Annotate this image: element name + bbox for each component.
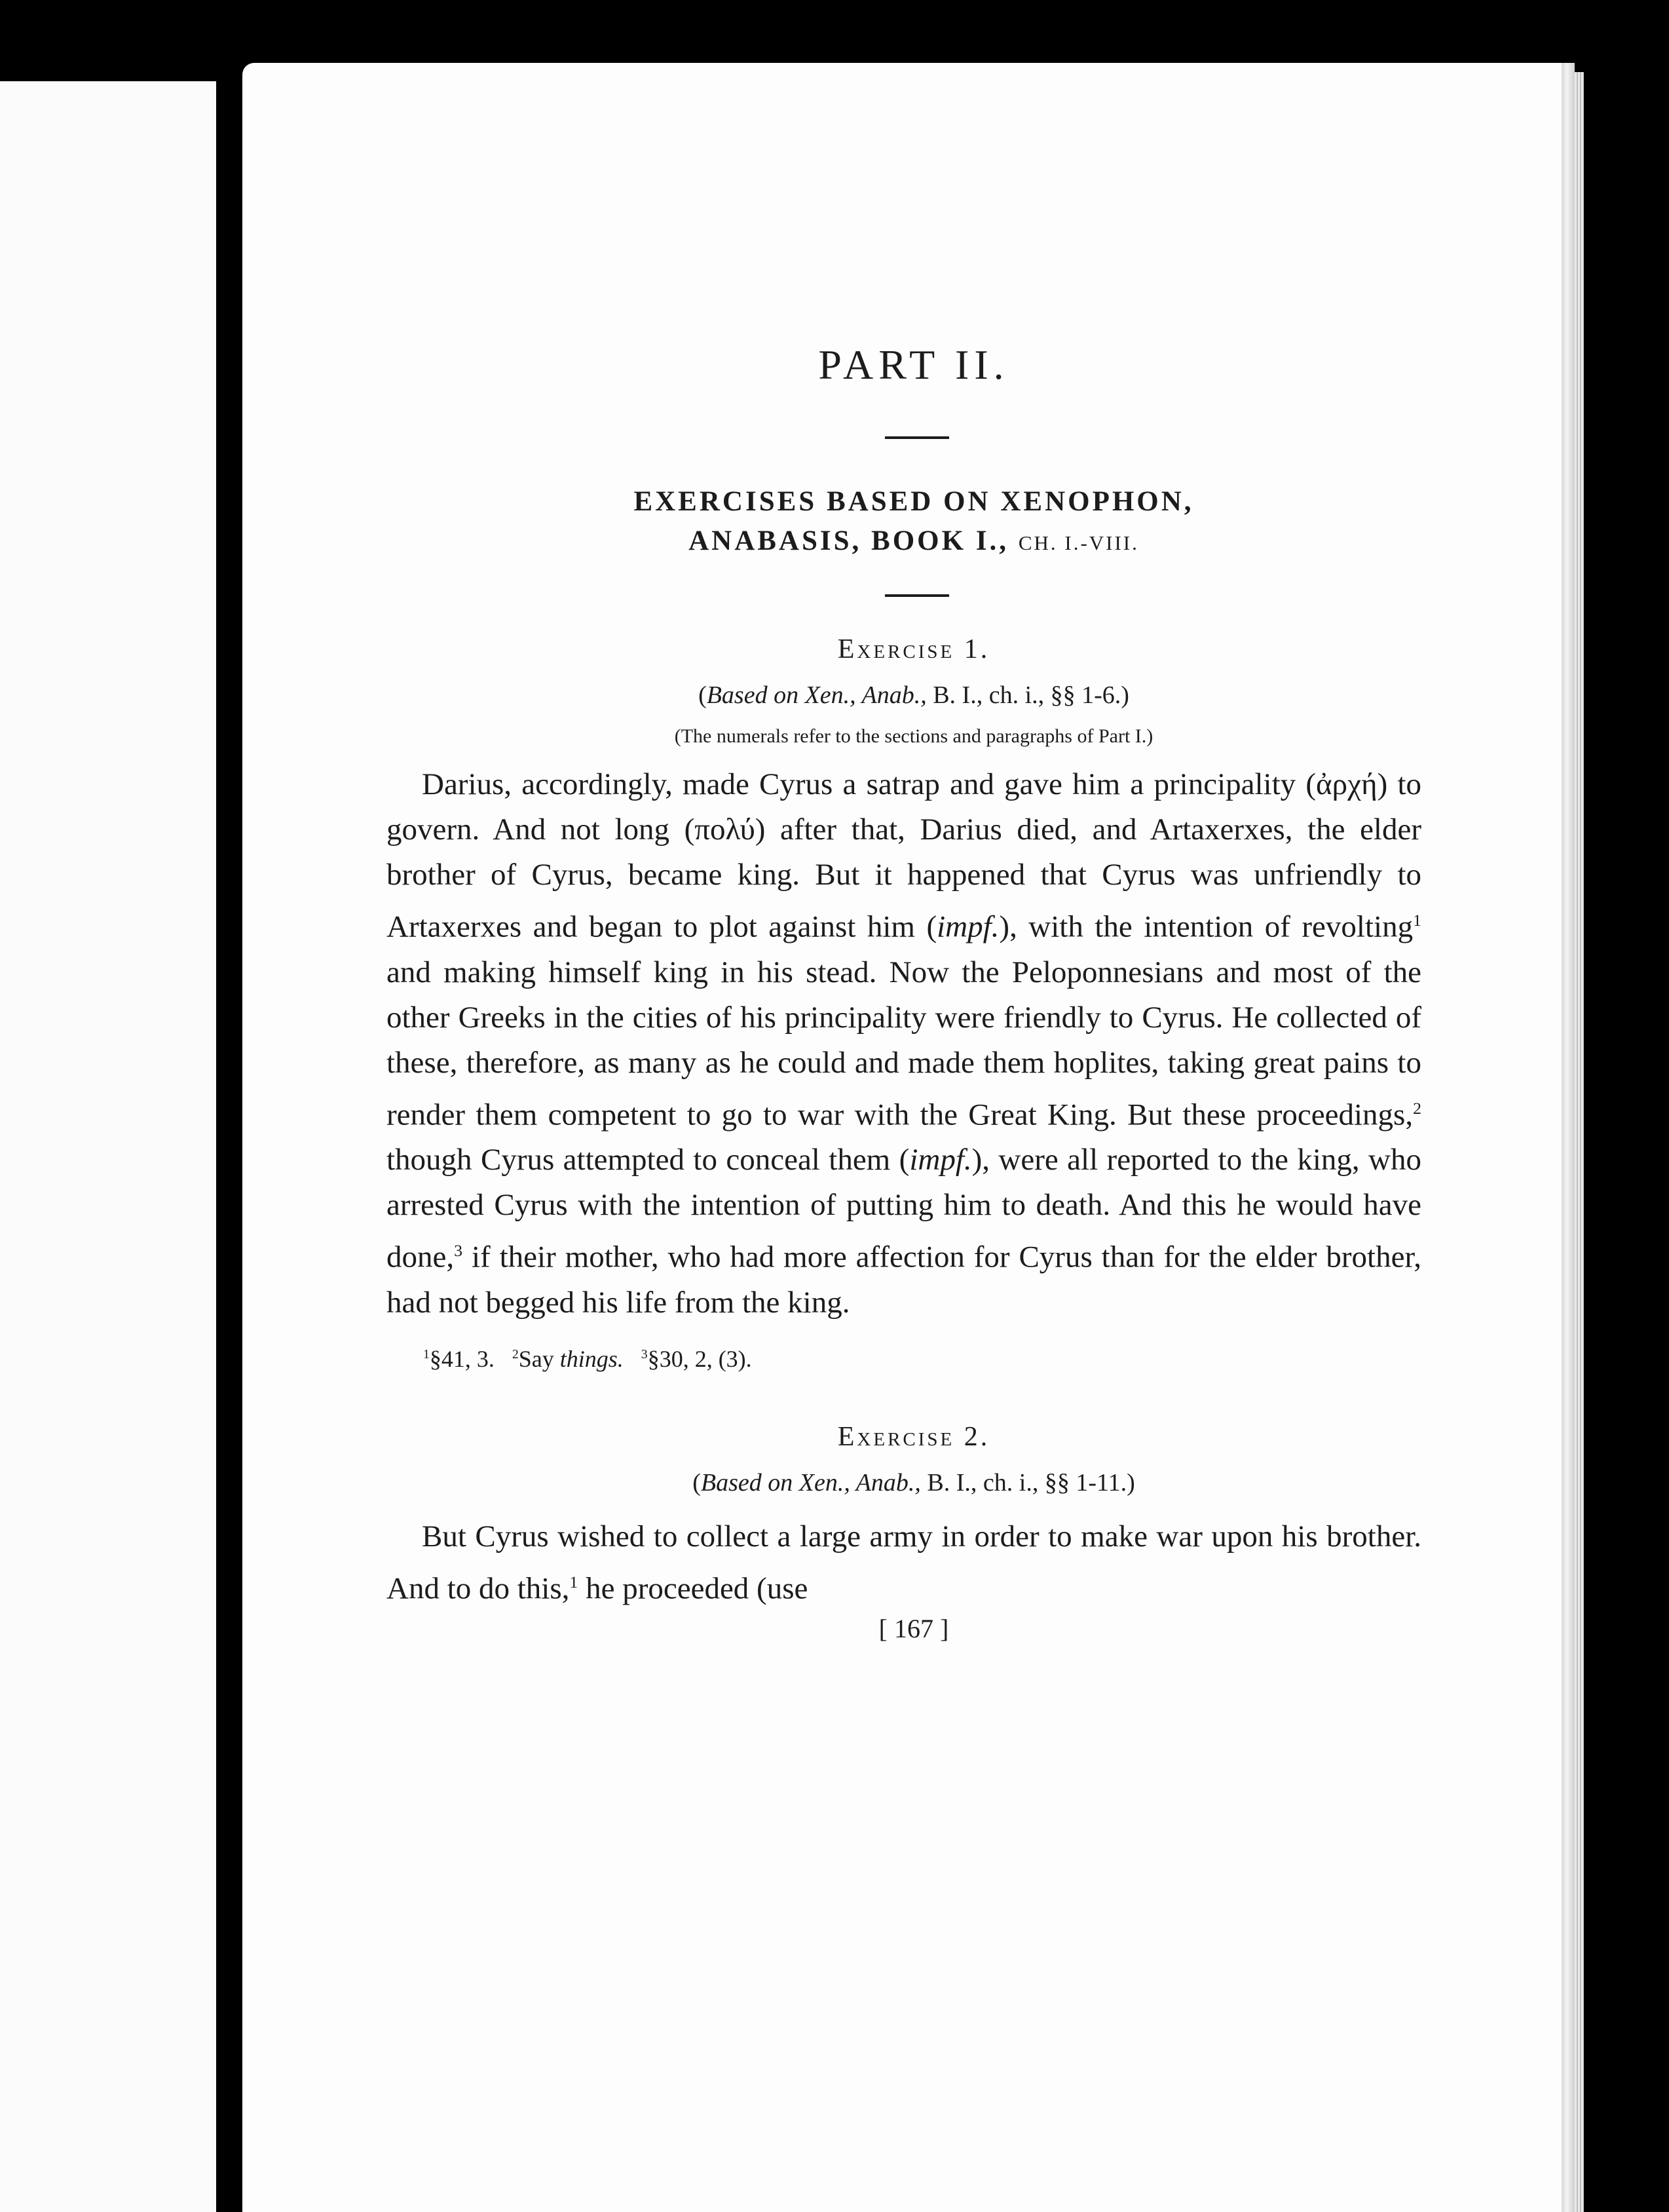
- footnote-1: §41, 3.: [429, 1345, 495, 1372]
- exercise-2-heading: Exercise 2.: [837, 1421, 990, 1452]
- exercise-1-text: [386, 762, 1421, 1325]
- footnote-ref-1: 1: [1413, 911, 1421, 930]
- exercise-2-text: [386, 1514, 1421, 1612]
- footnote-ref-2: 2: [1413, 1098, 1421, 1118]
- footnote-2: Say: [518, 1345, 560, 1372]
- subtitle-line-1: EXERCISES BASED ON XENOPHON,: [633, 486, 1194, 517]
- page-content: [386, 315, 1421, 1644]
- part-title: PART II.: [818, 341, 1009, 388]
- page-fore-edge: [1562, 63, 1575, 2212]
- exercise-1-source: (Based on Xen., Anab., B. I., ch. i., §§ 1-6.): [698, 681, 1129, 709]
- previous-page-edge: [0, 81, 216, 2212]
- subtitle-book: ANABASIS, BOOK I.,: [688, 525, 1009, 556]
- exercise-2-source: (Based on Xen., Anab., B. I., ch. i., §§ 1-11.): [692, 1468, 1135, 1497]
- subtitle-line-2: [406, 522, 1421, 563]
- exercise-2-paragraph: But Cyrus wished to collect a large army in order to make war upon his brother. And to do this,$^1$ he proceeded (use: [386, 1519, 1421, 1606]
- title-rule: [885, 436, 949, 439]
- page-number: [ 167 ]: [878, 1613, 949, 1643]
- exercise-1-note: (The numerals refer to the sections and paragraphs of Part I.): [674, 725, 1153, 747]
- section-subtitle: [386, 482, 1421, 563]
- exercise-1-heading: Exercise 1.: [837, 634, 990, 664]
- footnote-ref-1: 1: [569, 1572, 578, 1592]
- subtitle-rule: [885, 594, 949, 597]
- gutter-shadow: [216, 81, 242, 2212]
- exercise-1-paragraph: Darius, accordingly, made Cyrus a satrap and gave him a principality (ἀρχή) to govern. And not long (πολύ) after that, Darius died, and Artaxerxes, the elder brother of Cyrus, became king. But it happened that Cyrus was unfriendly to Artaxerxes and began to plot against him (impf.), with the intention of revolting$^1$ and making himself king in his stead. Now the Peloponnesians and most of the other Greeks in the cities of his principality were friendly to Cyrus. He collected of these, therefore, as many as he could and made them hoplites, taking great pains to render them competent to go to war with the Great King. But these proceedings,$^2$ though Cyrus attempted to conceal them (impf.), were all reported to the king, who arrested Cyrus with the intention of putting him to death. And this he would have done,$^3$ if their mother, who had more affection for Cyrus than for the elder brother, had not begged his life from the king.: [386, 767, 1421, 1320]
- subtitle-chapters: CH. I.-VIII.: [1018, 531, 1139, 554]
- exercise-1-footnotes: $^1$§41, 3. $^2$Say things. $^3$§30, 2, (3).: [423, 1345, 752, 1372]
- page-stack-edge: [1575, 72, 1584, 2212]
- footnote-ref-3: 3: [454, 1241, 463, 1261]
- footnote-3: §30, 2, (3).: [647, 1345, 752, 1372]
